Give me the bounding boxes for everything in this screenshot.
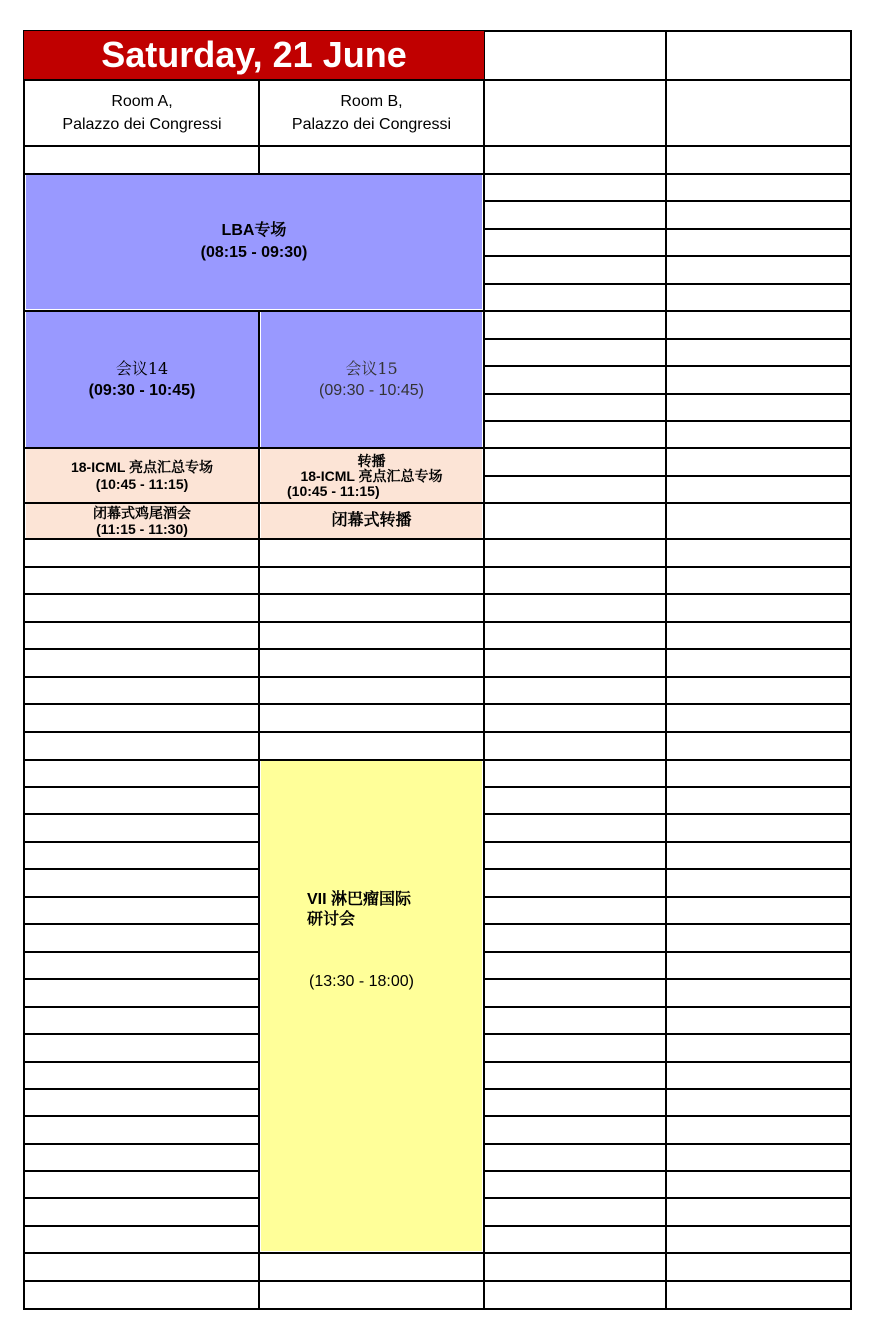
grid-line bbox=[483, 1061, 852, 1063]
day-title bbox=[24, 31, 484, 79]
grid-line bbox=[23, 841, 260, 843]
grid-line bbox=[23, 1088, 260, 1090]
grid-line bbox=[483, 145, 852, 147]
grid-line bbox=[483, 731, 852, 733]
grid-line bbox=[483, 79, 852, 81]
session-closing-cocktail bbox=[26, 504, 258, 538]
grid-line bbox=[483, 923, 852, 925]
grid-line bbox=[483, 593, 852, 595]
grid-line bbox=[23, 648, 485, 650]
grid-line bbox=[23, 1061, 260, 1063]
session-lymphoma-time: (13:30 - 18:00) bbox=[309, 973, 414, 990]
grid-line bbox=[483, 310, 852, 312]
grid-line bbox=[23, 813, 260, 815]
room-b-venue: Palazzo dei Congressi bbox=[291, 116, 452, 133]
grid-line bbox=[483, 1115, 852, 1117]
grid-line bbox=[23, 1033, 260, 1035]
grid-line bbox=[23, 731, 485, 733]
grid-line bbox=[483, 338, 852, 340]
grid-line bbox=[483, 951, 852, 953]
grid-line bbox=[483, 30, 485, 1310]
grid-line bbox=[483, 1143, 852, 1145]
session-meeting-14-name: 会议14 bbox=[115, 358, 169, 378]
session-meeting-14 bbox=[26, 312, 258, 447]
session-highlights-room-b bbox=[261, 449, 482, 502]
grid-line bbox=[23, 786, 260, 788]
session-lymphoma-line1: VII 淋巴瘤国际 bbox=[307, 891, 412, 908]
grid-line bbox=[483, 621, 852, 623]
session-highlights-b-name: 18-ICML 亮点汇总专场 bbox=[300, 468, 443, 484]
room-b-name: Room B, bbox=[340, 93, 403, 110]
grid-border-bottom bbox=[23, 1308, 852, 1310]
grid-border-left bbox=[23, 30, 25, 1310]
grid-line bbox=[23, 1115, 260, 1117]
grid-line bbox=[483, 676, 852, 678]
grid-line bbox=[23, 868, 260, 870]
grid-line bbox=[483, 365, 852, 367]
grid-line bbox=[23, 703, 485, 705]
session-lba-name: LBA专场 bbox=[221, 222, 287, 239]
session-lymphoma-symposium bbox=[261, 761, 482, 1251]
grid-line bbox=[258, 79, 260, 175]
grid-line bbox=[23, 566, 485, 568]
grid-line bbox=[23, 1143, 260, 1145]
grid-line bbox=[483, 1088, 852, 1090]
session-meeting-14-time: (09:30 - 10:45) bbox=[88, 381, 196, 399]
grid-line bbox=[483, 200, 852, 202]
grid-line bbox=[483, 841, 852, 843]
grid-line bbox=[483, 1197, 852, 1199]
grid-line bbox=[483, 978, 852, 980]
session-lba bbox=[26, 175, 482, 309]
session-meeting-15-time: (09:30 - 10:45) bbox=[319, 381, 424, 399]
grid-line bbox=[23, 923, 260, 925]
grid-line bbox=[483, 786, 852, 788]
session-lba-time: (08:15 - 09:30) bbox=[200, 244, 308, 261]
grid-line bbox=[23, 1170, 260, 1172]
grid-line bbox=[23, 1252, 485, 1254]
grid-line bbox=[483, 1280, 852, 1282]
session-cocktail-name: 闭幕式鸡尾酒会 bbox=[93, 505, 191, 521]
session-highlights-b-time: (10:45 - 11:15) bbox=[287, 483, 380, 499]
grid-line bbox=[665, 30, 667, 1310]
grid-line bbox=[483, 538, 852, 540]
room-b-header bbox=[261, 81, 482, 145]
room-a-name: Room A, bbox=[111, 93, 173, 110]
grid-line bbox=[483, 813, 852, 815]
grid-line bbox=[23, 538, 485, 540]
grid-line bbox=[483, 447, 852, 449]
day-title-text: Saturday, 21 June bbox=[101, 34, 407, 75]
session-highlights-room-a bbox=[26, 449, 258, 502]
session-meeting-15 bbox=[261, 312, 482, 447]
grid-line bbox=[483, 868, 852, 870]
session-lymphoma-line2: 研讨会 bbox=[307, 911, 356, 928]
grid-line bbox=[23, 978, 260, 980]
grid-line bbox=[483, 502, 852, 504]
grid-line bbox=[23, 621, 485, 623]
session-highlights-a-time: (10:45 - 11:15) bbox=[95, 475, 189, 492]
session-closing-broadcast-name: 闭幕式转播 bbox=[331, 512, 412, 529]
grid-line bbox=[483, 475, 852, 477]
session-cocktail-time: (11:15 - 11:30) bbox=[96, 521, 188, 537]
grid-line bbox=[483, 648, 852, 650]
grid-line bbox=[483, 1225, 852, 1227]
grid-line bbox=[23, 951, 260, 953]
grid-line bbox=[483, 228, 852, 230]
grid-line bbox=[483, 703, 852, 705]
grid-line bbox=[23, 1280, 485, 1282]
session-highlights-b-broadcast: 转播 bbox=[357, 453, 386, 469]
grid-line bbox=[23, 676, 485, 678]
grid-line bbox=[483, 896, 852, 898]
grid-line bbox=[483, 566, 852, 568]
grid-line bbox=[258, 310, 260, 1310]
grid-line bbox=[23, 593, 485, 595]
session-closing-broadcast bbox=[261, 504, 482, 538]
grid-line bbox=[483, 255, 852, 257]
grid-line bbox=[23, 1006, 260, 1008]
grid-line bbox=[483, 420, 852, 422]
grid-line bbox=[483, 1006, 852, 1008]
grid-line bbox=[483, 393, 852, 395]
grid-line bbox=[23, 896, 260, 898]
session-meeting-15-name: 会议15 bbox=[345, 358, 398, 378]
grid-line bbox=[483, 173, 852, 175]
grid-border-right bbox=[850, 30, 852, 1310]
room-a-venue: Palazzo dei Congressi bbox=[62, 116, 222, 133]
grid-line bbox=[23, 1197, 260, 1199]
grid-line bbox=[483, 283, 852, 285]
grid-line bbox=[23, 145, 485, 147]
grid-line bbox=[483, 759, 852, 761]
grid-line bbox=[483, 1170, 852, 1172]
room-a-header bbox=[26, 81, 258, 145]
session-highlights-a-name: 18-ICML 亮点汇总专场 bbox=[70, 458, 214, 475]
grid-line bbox=[23, 1225, 260, 1227]
grid-line bbox=[483, 1252, 852, 1254]
grid-line bbox=[483, 1033, 852, 1035]
